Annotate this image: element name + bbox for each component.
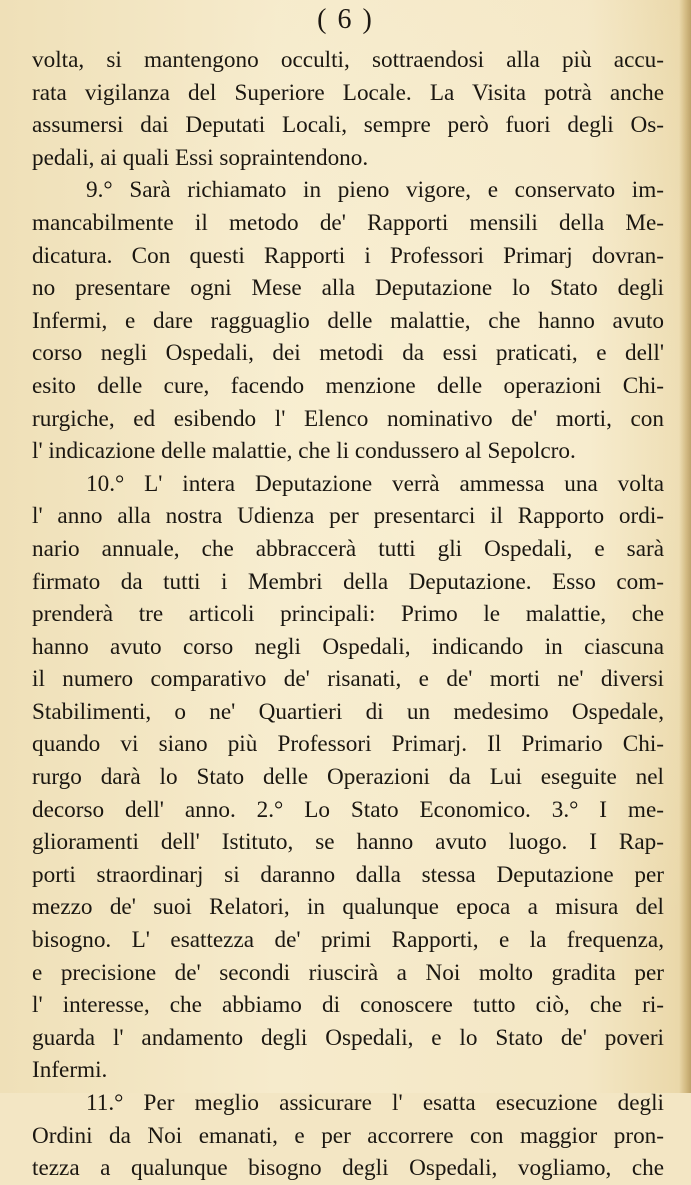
- text-line: no presentare ogni Mese alla Deputazione lo Stato degli: [32, 275, 664, 302]
- text-line: Ordini da Noi emanati, e per accorrere con maggior pron-: [32, 1122, 664, 1149]
- text-line: tezza a qualunque bisogno degli Ospedali, vogliamo, che: [32, 1155, 664, 1182]
- text-line: volta, si mantengono occulti, sottraendosi alla più accu-: [32, 47, 664, 73]
- body-text: [32, 44, 664, 1185]
- text-line: rurgiche, ed esibendo l' Elenco nominativo de' morti, con: [32, 405, 664, 432]
- text-line: l' anno alla nostra Udienza per presentarci il Rapporto ordi-: [32, 503, 664, 530]
- text-line: glioramenti dell' Istituto, se hanno avuto luogo. I Rap-: [32, 829, 664, 856]
- text-line: nario annuale, che abbraccerà tutti gli Ospedali, e sarà: [32, 535, 664, 562]
- page-edge-shadow: [679, 0, 691, 1093]
- text-line: guarda l' andamento degli Ospedali, e lo Stato de' poveri: [32, 1024, 664, 1051]
- text-line: e precisione de' secondi riuscirà a Noi molto gradita per: [32, 959, 664, 986]
- text-line: pedali, ai quali Essi sopraintendono.: [32, 144, 369, 171]
- text-line: 10.° L' intera Deputazione verrà ammessa una volta: [86, 470, 664, 497]
- text-line: mezzo de' suoi Relatori, in qualunque epoca a misura del: [32, 894, 664, 921]
- text-line: 11.° Per meglio assicurare l' esatta esecuzione degli: [86, 1090, 664, 1116]
- text-line: rata vigilanza del Superiore Locale. La Visita potrà anche: [32, 79, 664, 106]
- text-line: decorso dell' anno. 2.° Lo Stato Economico. 3.° I me-: [32, 796, 664, 823]
- text-line: quando vi siano più Professori Primarj. Il Primario Chi-: [32, 731, 664, 758]
- text-line: 9.° Sarà richiamato in pieno vigore, e conservato im-: [86, 177, 664, 204]
- text-line: Stabilimenti, o ne' Quartieri di un medesimo Ospedale,: [32, 698, 664, 725]
- page-number: ( 6 ): [317, 4, 374, 35]
- text-line: l' interesse, che abbiamo di conoscere tutto ciò, che ri-: [32, 992, 664, 1019]
- text-line: prenderà tre articoli principali: Primo le malattie, che: [32, 601, 664, 628]
- text-line: bisogno. L' esattezza de' primi Rapporti, e la frequenza,: [32, 927, 664, 954]
- text-line: l' indicazione delle malattie, che li condussero al Sepolcro.: [32, 438, 576, 465]
- text-line: esito delle cure, facendo menzione delle operazioni Chi-: [32, 372, 664, 399]
- text-line: Infermi, e dare ragguaglio delle malattie, che hanno avuto: [32, 307, 664, 334]
- text-line: corso negli Ospedali, dei metodi da essi praticati, e dell': [32, 340, 664, 367]
- text-line: mancabilmente il metodo de' Rapporti mensili della Me-: [32, 209, 664, 236]
- text-line: dicatura. Con questi Rapporti i Professori Primarj dovran-: [32, 242, 664, 269]
- text-line: il numero comparativo de' risanati, e de' morti ne' diversi: [32, 666, 664, 693]
- text-line: porti straordinarj si daranno dalla stessa Deputazione per: [32, 861, 664, 888]
- text-line: Infermi.: [32, 1057, 108, 1084]
- text-line: assumersi dai Deputati Locali, sempre però fuori degli Os-: [32, 112, 664, 139]
- text-line: firmato da tutti i Membri della Deputazione. Esso com-: [32, 568, 664, 595]
- text-line: rurgo darà lo Stato delle Operazioni da Lui eseguite nel: [32, 764, 664, 791]
- text-line: hanno avuto corso negli Ospedali, indicando in ciascuna: [32, 633, 664, 660]
